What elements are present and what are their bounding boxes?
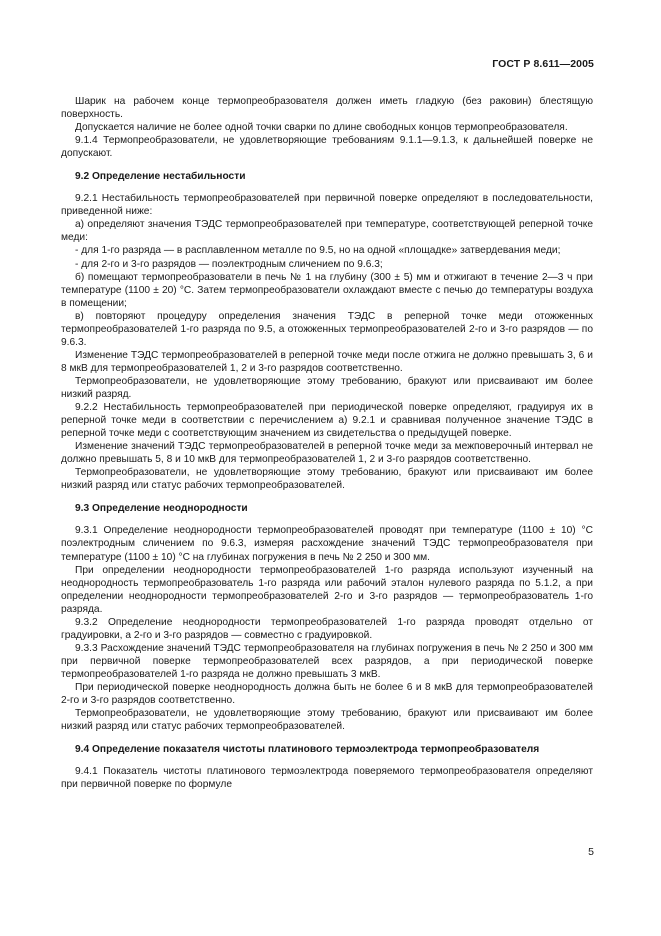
document-body <box>61 95 593 791</box>
paragraph: При определении неоднородности термопреобразователей 1-го разряда используют изученный на неоднородность термопреобразователь 1-го разряда или рабочий эталон нулевого разряда по 5.1.2, а при определении неоднородности термопреобразователей 2-го и 3-го разрядов — термопреобразователь 1-го разряда. <box>61 564 593 615</box>
paragraph: 9.3.3 Расхождение значений ТЭДС термопреобразователя на глубинах погружения в печь № 2 250 и 300 мм при первичной поверке термопреобразователей всех разрядов, а при периодической поверке термопреобразователей 1-го разряда не должно превышать 3 мкВ. <box>61 642 593 680</box>
standard-header: ГОСТ Р 8.611—2005 <box>492 58 594 70</box>
paragraph: б) помещают термопреобразователи в печь № 1 на глубину (300 ± 5) мм и отжигают в течение 2—3 ч при температуре (1100 ± 20) °С. Затем термопреобразователи охлаждают вместе с печью до температуры воздуха в помещении; <box>61 271 593 309</box>
paragraph: 9.2.2 Нестабильность термопреобразователей при периодической поверке определяют, градуируя их в реперной точке меди в соответствии с перечислением а) 9.2.1 и сравнивая полученное значение ТЭДС в реперной точке меди с соответствующим значением из свидетельства о предыдущей поверке. <box>61 402 593 440</box>
paragraph: Термопреобразователи, не удовлетворяющие этому требованию, бракуют или присваивают им более низкий разряд. <box>61 375 593 400</box>
paragraph: 9.2.1 Нестабильность термопреобразователей при первичной поверке определяют в последовательности, приведенной ниже: <box>61 193 593 218</box>
paragraph: 9.3.2 Определение неоднородности термопреобразователей 1-го разряда проводят отдельно от градуировки, а 2-го и 3-го разрядов — совместно с градуировкой. <box>61 616 593 641</box>
paragraph: - для 2-го и 3-го разрядов — поэлектродным сличением по 9.6.3; <box>75 258 383 270</box>
paragraph: Изменение ТЭДС термопреобразователей в реперной точке меди после отжига не должно превышать 3, 6 и 8 мкВ для термопреобразователей 1, 2 и 3-го разрядов соответственно. <box>61 349 593 374</box>
section-heading-9-3: 9.3 Определение неоднородности <box>75 503 248 515</box>
paragraph: При периодической поверке неоднородность должна быть не более 6 и 8 мкВ для термопреобразователей 2-го и 3-го разрядов соответственно. <box>61 681 593 707</box>
paragraph: 9.4.1 Показатель чистоты платинового термоэлектрода поверяемого термопреобразователя определяют при первичной поверке по формуле <box>61 766 593 791</box>
paragraph: 9.1.4 Термопреобразователи, не удовлетворяющие требованиям 9.1.1—9.1.3, к дальнейшей поверке не допускают. <box>61 135 593 160</box>
paragraph: Изменение значений ТЭДС термопреобразователей в реперной точке меди за межповерочный интервал не должно превышать 5, 8 и 10 мкВ для термопреобразователей 1, 2 и 3-го разрядов соответственно. <box>61 441 593 466</box>
paragraph: 9.3.1 Определение неоднородности термопреобразователей проводят при температуре (1100 ± 10) °С поэлектродным сличением по 9.6.3, измеряя расхождение значений ТЭДС термопреобразователя при температуре (1100 ± 10) °С на глубинах погружения в печь № 2 250 и 300 мм. <box>61 525 593 563</box>
paragraph: Термопреобразователи, не удовлетворяющие этому требованию, бракуют или присваивают им более низкий разряд или статус рабочих термопреобразователей. <box>61 467 593 492</box>
section-heading-9-4: 9.4 Определение показателя чистоты платинового термоэлектрода термопреобразователя <box>75 744 540 756</box>
paragraph: Шарик на рабочем конце термопреобразователя должен иметь гладкую (без раковин) блестящую поверхность. <box>61 96 593 121</box>
page-number: 5 <box>588 846 594 858</box>
section-heading-9-2: 9.2 Определение нестабильности <box>75 171 246 183</box>
paragraph: Допускается наличие не более одной точки сварки по длине свободных концов термопреобразователя. <box>75 122 568 134</box>
paragraph: Термопреобразователи, не удовлетворяющие этому требованию, бракуют или присваивают им более низкий разряд или статус рабочих термопреобразователей. <box>61 708 593 733</box>
paragraph: в) повторяют процедуру определения значения ТЭДС в реперной точке меди отожженных термопреобразователей 1-го разряда по 9.5, а отожженных термопреобразователей 2-го и 3-го разрядов — по 9.6.3. <box>61 310 593 348</box>
paragraph: - для 1-го разряда — в расплавленном металле по 9.5, но на одной «площадке» затвердевания меди; <box>75 245 561 257</box>
paragraph: а) определяют значения ТЭДС термопреобразователей при температуре, соответствующей реперной точке меди: <box>61 219 593 244</box>
